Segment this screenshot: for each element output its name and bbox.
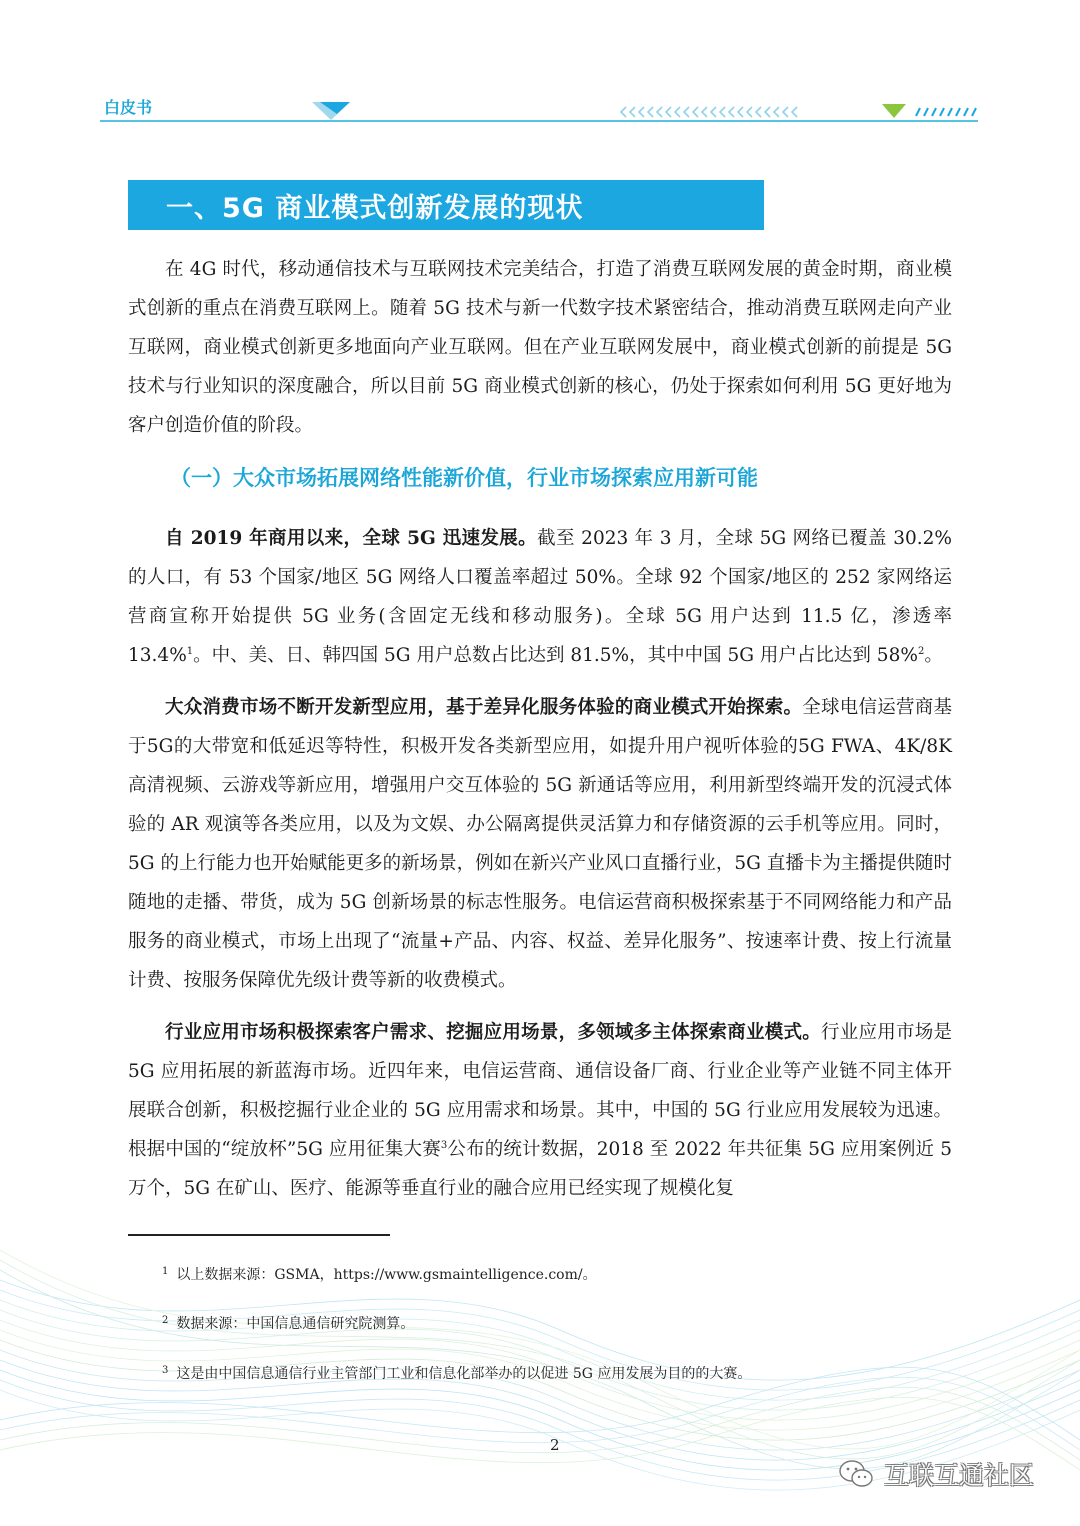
header-divider xyxy=(100,120,978,122)
page-number: 2 xyxy=(550,1436,560,1454)
footnote-ref-2[interactable]: 2 xyxy=(917,646,925,657)
footnote-3 xyxy=(162,1363,751,1383)
header-slashes-decoration xyxy=(912,106,980,118)
footnote-1 xyxy=(162,1264,597,1284)
header-label: 白皮书 xyxy=(104,98,153,117)
footnote-ref-1[interactable]: 1 xyxy=(186,646,194,657)
footnote-divider xyxy=(128,1234,390,1236)
paragraph-2-lead: 大众消费市场不断开发新型应用，基于差异化服务体验的商业模式开始探索。 xyxy=(165,697,803,718)
footnote-2-number: 2 xyxy=(162,1315,169,1326)
wechat-icon xyxy=(838,1459,874,1489)
footnote-1-text: 以上数据来源：GSMA，https://www.gsmaintelligence.com/。 xyxy=(176,1267,597,1283)
paragraph-1 xyxy=(128,519,952,675)
watermark-text: 互联互通社区 xyxy=(884,1461,1035,1490)
paragraph-2 xyxy=(128,688,952,1000)
watermark xyxy=(838,1456,1034,1492)
paragraph-1-text-c: 。 xyxy=(924,645,943,666)
section-title-bar xyxy=(128,180,764,230)
footnote-1-number: 1 xyxy=(162,1266,169,1277)
paragraph-3 xyxy=(128,1013,952,1208)
subsection-title: （一）大众市场拓展网络性能新价值，行业市场探索应用新可能 xyxy=(170,466,758,490)
header-triangle-decoration xyxy=(310,100,352,122)
footnote-3-text: 这是由中国信息通信行业主管部门工业和信息化部举办的以促进 5G 应用发展为目的的大赛。 xyxy=(176,1366,752,1382)
intro-paragraph: 在 4G 时代，移动通信技术与互联网技术完美结合，打造了消费互联网发展的黄金时期，商业模式创新的重点在消费互联网上。随着 5G 技术与新一代数字技术紧密结合，推动消费互联网走向产业互联网，商业模式创新更多地面向产业互联网。但在产业互联网发展中，商业模式创新的前提是 5G 技术与行业知识的深度融合，所以目前 5G 商业模式创新的核心，仍处于探索如何利用 5G 更好地为客户创造价值的阶段。 xyxy=(128,259,952,436)
intro-paragraph-block xyxy=(128,250,952,445)
header-chevrons-decoration xyxy=(618,104,804,120)
paragraph-3-text-a: 行业应用市场是 5G 应用拓展的新蓝海市场。近四年来，电信运营商、通信设备厂商、行业企业等产业链不同主体开展联合创新，积极挖掘行业企业的 5G 应用需求和场景。其中，中国的 5G 行业应用发展较为迅速。根据中国的“绽放杯”5G 应用征集大赛 xyxy=(128,1022,952,1160)
footnote-3-number: 3 xyxy=(162,1365,169,1376)
paragraph-1-text-b: 。中、美、日、韩四国 5G 用户总数占比达到 81.5%，其中中国 5G 用户占比达到 58% xyxy=(193,645,918,666)
paragraph-1-text-a: 截至 2023 年 3 月，全球 5G 网络已覆盖 30.2%的人口，有 53 个国家/地区 5G 网络人口覆盖率超过 50%。全球 92 个国家/地区的 252 家网络运营商宣称开始提供 5G 业务(含固定无线和移动服务)。全球 5G 用户达到 11.5 亿，渗透率 13.4% xyxy=(128,528,952,666)
paragraph-1-lead: 自 2019 年商用以来，全球 5G 迅速发展。 xyxy=(165,528,538,549)
paragraph-3-text-b: 公布的统计数据，2018 至 2022 年共征集 5G 应用案例近 5 万个，5G 在矿山、医疗、能源等垂直行业的融合应用已经实现了规模化复 xyxy=(128,1139,952,1199)
footnote-2-text: 数据来源：中国信息通信研究院测算。 xyxy=(176,1316,415,1332)
paragraph-3-lead: 行业应用市场积极探索客户需求、挖掘应用场景，多领域多主体探索商业模式。 xyxy=(165,1022,822,1043)
header-green-triangle xyxy=(880,102,908,122)
section-title: 一、5G 商业模式创新发展的现状 xyxy=(166,192,584,224)
footnote-2 xyxy=(162,1313,414,1333)
footnote-ref-3[interactable]: 3 xyxy=(440,1140,448,1151)
paragraph-2-text: 全球电信运营商基于5G的大带宽和低延迟等特性，积极开发各类新型应用，如提升用户视听体验的5G FWA、4K/8K 高清视频、云游戏等新应用，增强用户交互体验的 5G 新通话等应用，利用新型终端开发的沉浸式体验的 AR 观演等各类应用，以及为文娱、办公隔离提供灵活算力和存储资源的云手机等应用。同时，5G 的上行能力也开始赋能更多的新场景，例如在新兴产业风口直播行业，5G 直播卡为主播提供随时随地的走播、带货，成为 5G 创新场景的标志性服务。电信运营商积极探索基于不同网络能力和产品服务的商业模式，市场上出现了“流量+产品、内容、权益、差异化服务”、按速率计费、按上行流量计费、按服务保障优先级计费等新的收费模式。 xyxy=(128,697,952,991)
